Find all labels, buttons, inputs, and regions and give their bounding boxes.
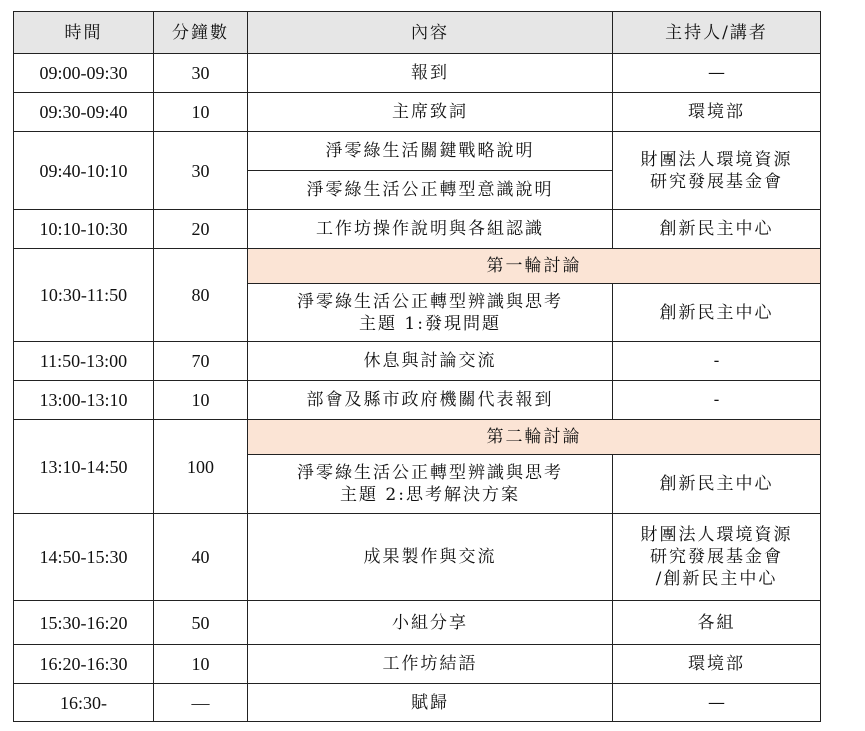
- header-minutes: 分鐘數: [154, 12, 248, 54]
- cell-minutes: 50: [154, 601, 248, 645]
- cell-minutes: 30: [154, 54, 248, 93]
- cell-host: -: [613, 342, 821, 381]
- cell-content: 休息與討論交流: [248, 342, 613, 381]
- cell-minutes: —: [154, 684, 248, 722]
- table-row: [14, 684, 821, 722]
- table-row: [14, 210, 821, 249]
- cell-host: [613, 132, 821, 210]
- table-row: [14, 381, 821, 420]
- cell-time: 15:30-16:20: [14, 601, 154, 645]
- header-content: 內容: [248, 12, 613, 54]
- header-host: 主持人/講者: [613, 12, 821, 54]
- cell-content: 淨零綠生活關鍵戰略說明: [248, 132, 613, 171]
- cell-content: [248, 284, 613, 342]
- cell-host: 創新民主中心: [613, 210, 821, 249]
- cell-host: 環境部: [613, 645, 821, 684]
- cell-minutes: 40: [154, 514, 248, 601]
- table-row: [14, 93, 821, 132]
- table-row: [14, 645, 821, 684]
- cell-content: 部會及縣市政府機關代表報到: [248, 381, 613, 420]
- header-row: [14, 12, 821, 54]
- cell-host: -: [613, 381, 821, 420]
- header-time: 時間: [14, 12, 154, 54]
- cell-minutes: 10: [154, 381, 248, 420]
- cell-minutes: 30: [154, 132, 248, 210]
- cell-content: 賦歸: [248, 684, 613, 722]
- cell-time: 16:30-: [14, 684, 154, 722]
- host-line: 財團法人環境資源: [640, 149, 793, 170]
- content-line: 淨零綠生活公正轉型辨識與思考: [297, 291, 563, 312]
- cell-time: 14:50-15:30: [14, 514, 154, 601]
- content-line: 淨零綠生活公正轉型辨識與思考: [297, 463, 563, 483]
- cell-minutes: 10: [154, 645, 248, 684]
- cell-content: 成果製作與交流: [248, 514, 613, 601]
- agenda-table: [13, 11, 821, 722]
- table-row: [14, 420, 821, 455]
- cell-content: 淨零綠生活公正轉型意識說明: [248, 171, 613, 210]
- cell-content: [248, 455, 613, 514]
- cell-host: 各組: [613, 601, 821, 645]
- table-body: [14, 54, 821, 722]
- table-row: [14, 601, 821, 645]
- cell-time: 10:30-11:50: [14, 249, 154, 342]
- table-row: [14, 132, 821, 171]
- cell-minutes: 20: [154, 210, 248, 249]
- cell-minutes: 100: [154, 420, 248, 514]
- cell-minutes: 10: [154, 93, 248, 132]
- cell-time: 10:10-10:30: [14, 210, 154, 249]
- cell-time: 09:40-10:10: [14, 132, 154, 210]
- host-line: /創新民主中心: [655, 569, 778, 589]
- table-row: [14, 54, 821, 93]
- cell-content: 報到: [248, 54, 613, 93]
- round-two-header: 第二輪討論: [248, 420, 821, 455]
- cell-time: 16:20-16:30: [14, 645, 154, 684]
- cell-content: 主席致詞: [248, 93, 613, 132]
- cell-time: 11:50-13:00: [14, 342, 154, 381]
- cell-host: —: [613, 684, 821, 722]
- cell-content: 工作坊結語: [248, 645, 613, 684]
- content-line: 主題 1:發現問題: [359, 313, 501, 334]
- cell-host: 創新民主中心: [613, 284, 821, 342]
- cell-time: 09:00-09:30: [14, 54, 154, 93]
- cell-host: 環境部: [613, 93, 821, 132]
- cell-time: 09:30-09:40: [14, 93, 154, 132]
- cell-host: [613, 514, 821, 601]
- cell-minutes: 70: [154, 342, 248, 381]
- host-line: 研究發展基金會: [650, 171, 783, 192]
- cell-host: —: [613, 54, 821, 93]
- cell-content: 小組分享: [248, 601, 613, 645]
- round-one-header: 第一輪討論: [248, 249, 821, 284]
- host-line: 研究發展基金會: [650, 547, 783, 567]
- cell-host: 創新民主中心: [613, 455, 821, 514]
- cell-time: 13:00-13:10: [14, 381, 154, 420]
- table-row: [14, 249, 821, 284]
- cell-content: 工作坊操作說明與各組認識: [248, 210, 613, 249]
- table-row: [14, 342, 821, 381]
- table-header: [14, 12, 821, 54]
- host-line: 財團法人環境資源: [640, 525, 793, 545]
- content-line: 主題 2:思考解決方案: [340, 485, 520, 505]
- cell-minutes: 80: [154, 249, 248, 342]
- table-row: [14, 514, 821, 601]
- cell-time: 13:10-14:50: [14, 420, 154, 514]
